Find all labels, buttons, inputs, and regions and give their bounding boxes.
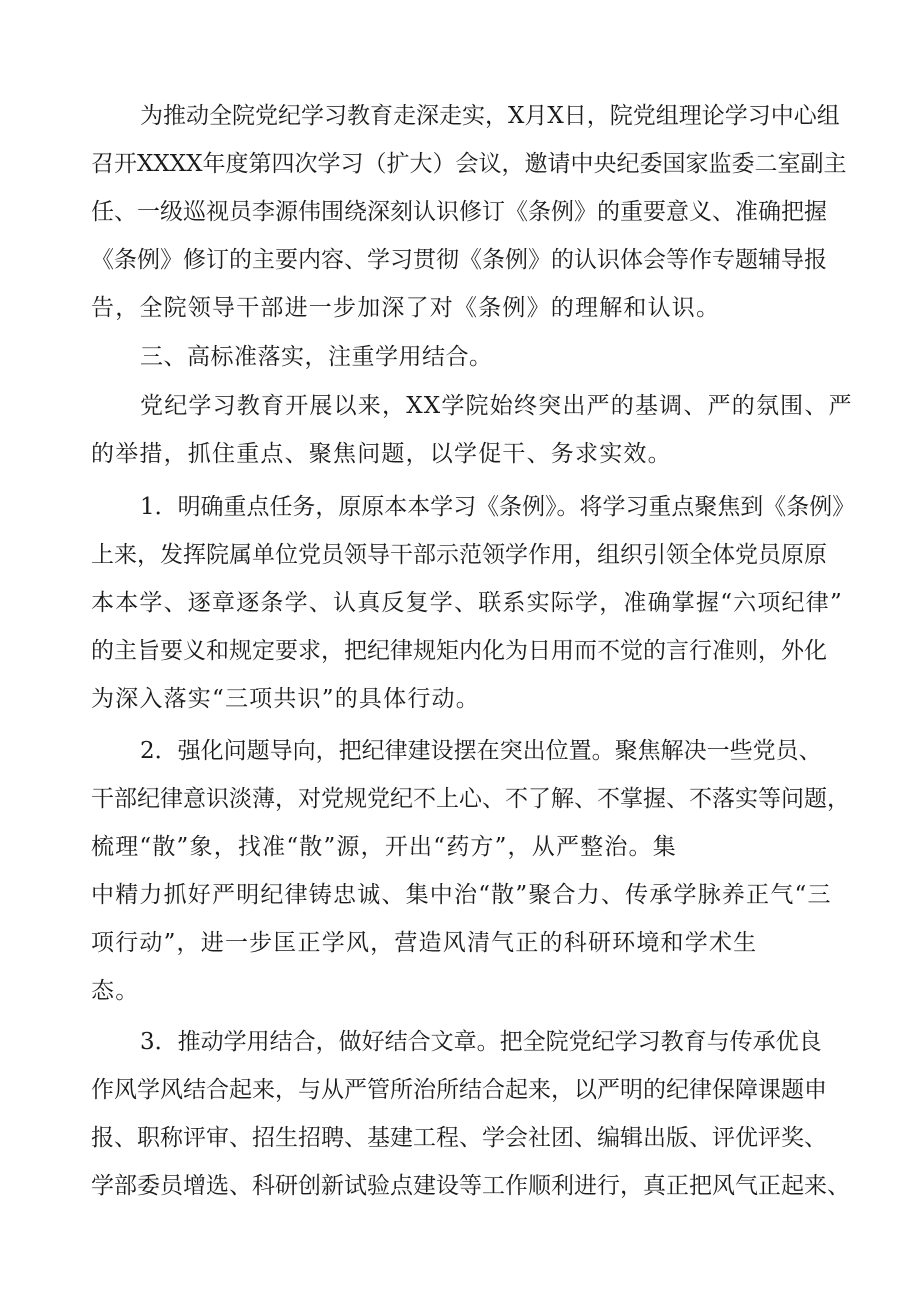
paragraph-1-line-4: 《条例》修订的主要内容、学习贯彻《条例》的认识体会等作专题辅导报	[91, 247, 827, 273]
paragraph-1-line-1: 为推动全院党纪学习教育走深走实，X月X日，院党组理论学习中心组	[140, 103, 840, 129]
item-1-line-1: 1．明确重点任务，原原本本学习《条例》。将学习重点聚焦到《条例》	[140, 494, 856, 520]
paragraph-2-line-1: 党纪学习教育开展以来，XX学院始终突出严的基调、严的氛围、严	[140, 393, 853, 419]
item-1-line-5: 为深入落实“三项共识”的具体行动。	[91, 686, 480, 712]
paragraph-1-line-2: 召开XXXX年度第四次学习（扩大）会议，邀请中央纪委国家监委二室副主	[91, 151, 847, 177]
item-2-line-5: 项行动”，进一步匡正学风，营造风清气正的科研环境和学术生	[91, 930, 758, 956]
item-2-line-3: 梳理“散”象，找准“散”源，开出“药方”，从严整治。集	[91, 834, 677, 860]
item-3-line-3: 报、职称评审、招生招聘、基建工程、学会社团、编辑出版、评优评奖、	[91, 1125, 827, 1151]
item-3-line-1: 3．推动学用结合，做好结合文章。把全院党纪学习教育与传承优良	[140, 1029, 822, 1055]
item-2-line-2: 干部纪律意识淡薄，对党规党纪不上心、不了解、不掌握、不落实等问题，	[91, 786, 850, 812]
item-2-line-1: 2．强化问题导向，把纪律建设摆在突出位置。聚焦解决一些党员、	[140, 738, 822, 764]
item-1-line-3: 本本学、逐章逐条学、认真反复学、联系实际学，准确掌握“六项纪律”	[91, 590, 843, 616]
paragraph-2-line-2: 的举措，抓住重点、聚焦问题，以学促干、务求实效。	[91, 441, 672, 467]
item-3-line-2: 作风学风结合起来，与从严管所治所结合起来，以严明的纪律保障课题申	[91, 1077, 827, 1103]
paragraph-1-line-5: 告，全院领导干部进一步加深了对《条例》的理解和认识。	[91, 295, 721, 321]
item-3-line-4: 学部委员增选、科研创新试验点建设等工作顺利进行，真正把风气正起来、	[91, 1173, 850, 1199]
item-2-line-6: 态。	[91, 978, 140, 1004]
item-1-line-2: 上来，发挥院属单位党员领导干部示范领学作用，组织引领全体党员原原	[91, 542, 827, 568]
item-2-line-4: 中精力抓好严明纪律铸忠诚、集中治“散”聚合力、传承学脉养正气“三	[91, 882, 832, 908]
paragraph-1-line-3: 任、一级巡视员李源伟围绕深刻认识修订《条例》的重要意义、准确把握	[91, 199, 827, 225]
section-heading-three: 三、高标准落实，注重学用结合。	[140, 344, 493, 370]
item-1-line-4: 的主旨要义和规定要求，把纪律规矩内化为日用而不觉的言行准则，外化	[91, 638, 827, 664]
